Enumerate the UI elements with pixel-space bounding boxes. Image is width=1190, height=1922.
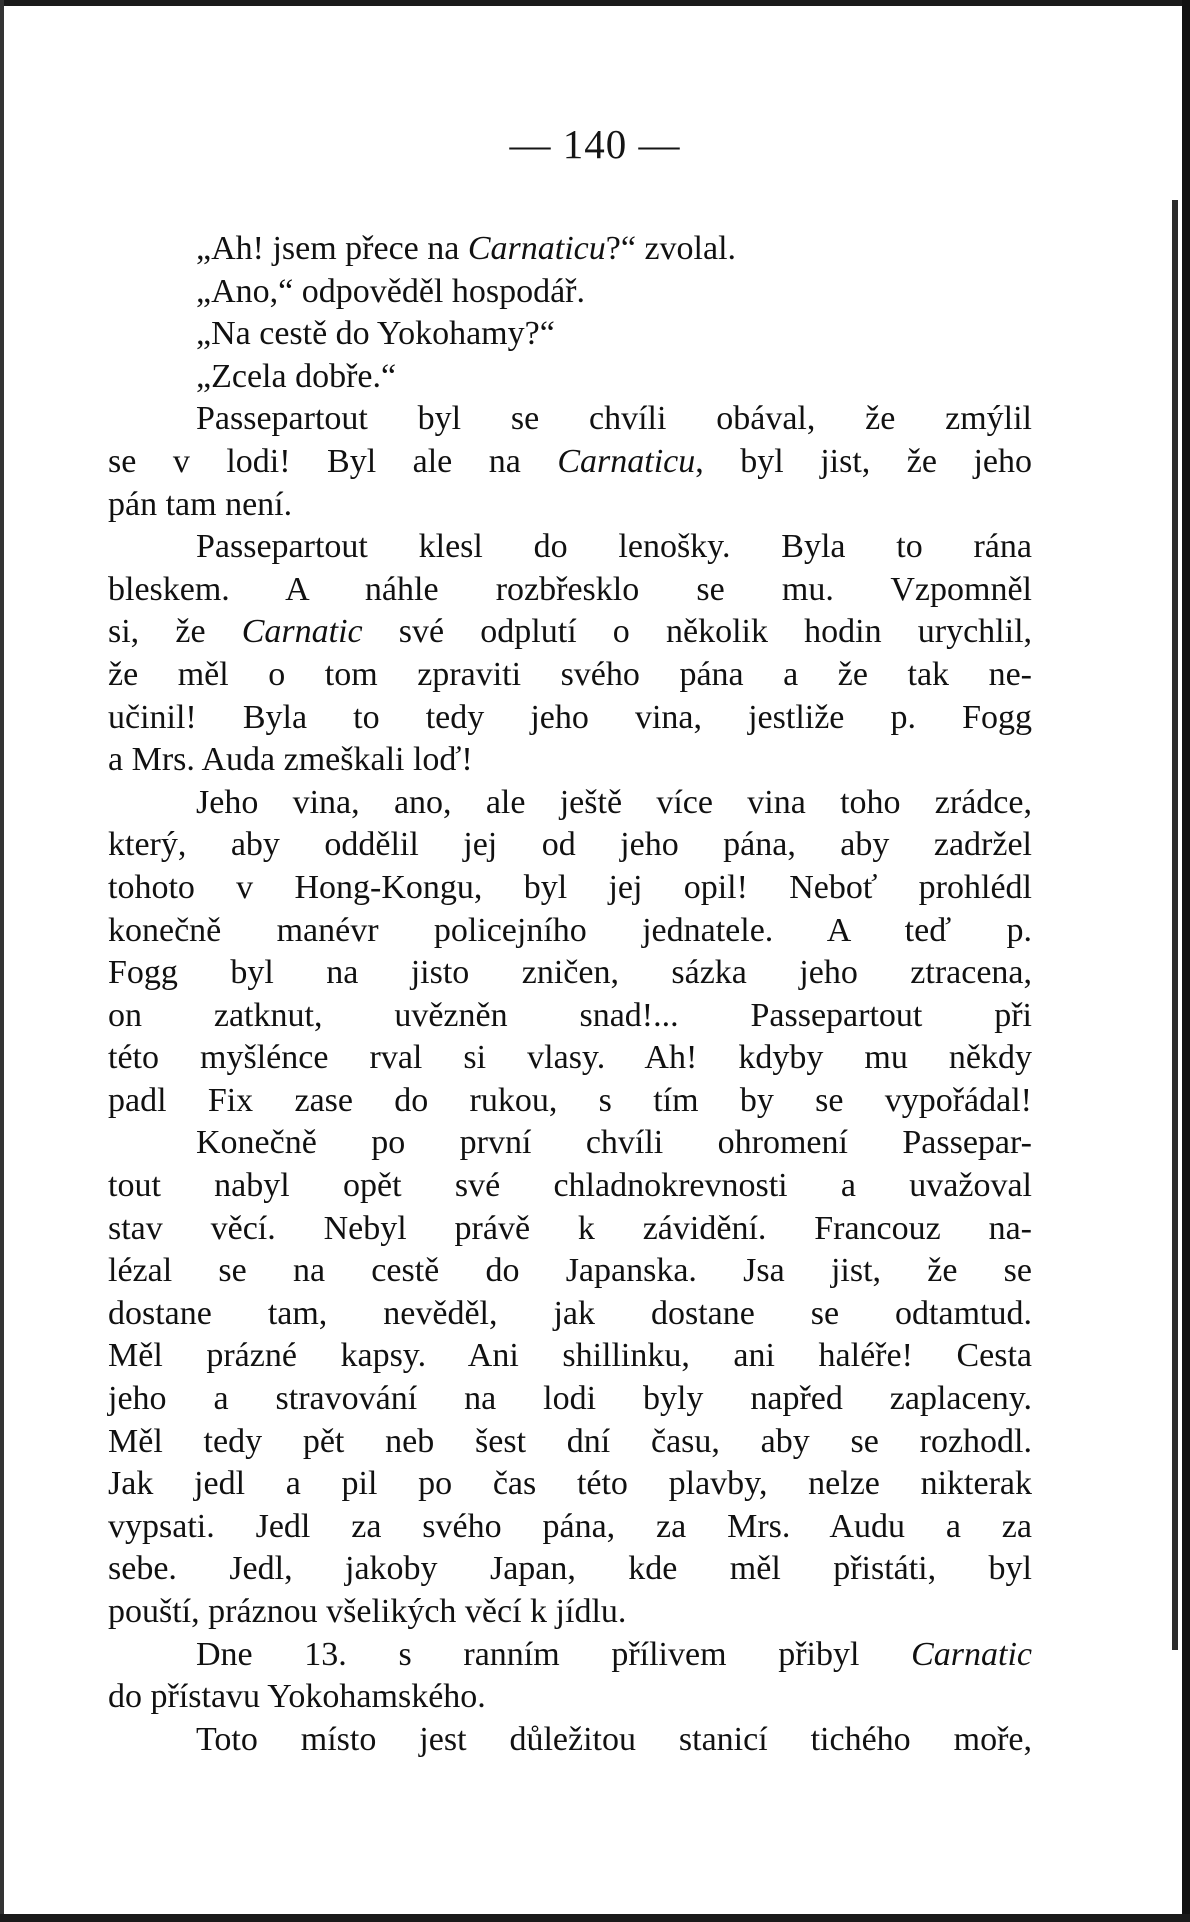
text-line: že měl o tom zpraviti svého pána a že tak ne- [108, 655, 1032, 693]
text-line: konečně manévr policejního jednatele. A teď p. [108, 911, 1032, 949]
text-line: si, že Carnatic své odplutí o několik hodin urychlil, [108, 613, 1033, 651]
text-line: pán tam není. [108, 485, 293, 523]
text-line: sebe. Jedl, jakoby Japan, kde měl přistáti, byl [108, 1550, 1032, 1588]
scan-edge-top [0, 0, 1190, 6]
page-binding-shadow [1172, 200, 1178, 1650]
scan-edge-right [1182, 0, 1190, 1922]
text-line: „Ano,“ odpověděl hospodář. [196, 272, 586, 310]
scan-edge-left [0, 0, 4, 1922]
text-line: „Ah! jsem přece na Carnaticu?“ zvolal. [196, 230, 737, 267]
text-line: který, aby oddělil jej od jeho pána, aby zadržel [108, 826, 1032, 864]
text-line: stav věcí. Nebyl právě k závidění. Francouz na- [108, 1209, 1032, 1247]
text-line: tohoto v Hong-Kongu, byl jej opil! Neboť prohlédl [108, 868, 1032, 906]
text-line: se v lodi! Byl ale na Carnaticu, byl jist, že jeho [108, 442, 1032, 480]
text-line: „Zcela dobře.“ [196, 357, 397, 395]
text-line: učinil! Byla to tedy jeho vina, jestliže p. Fogg [108, 698, 1032, 736]
text-line: jeho a stravování na lodi byly napřed zaplaceny. [108, 1380, 1032, 1418]
text-line: Fogg byl na jisto zničen, sázka jeho ztracena, [108, 954, 1032, 992]
text-line: Toto místo jest důležitou stanicí tichého moře, [196, 1720, 1032, 1758]
text-line: této myšlénce rval si vlasy. Ah! kdyby mu někdy [108, 1039, 1032, 1077]
text-line: padl Fix zase do rukou, s tím by se vypořádal! [108, 1081, 1032, 1119]
text-line: Jeho vina, ano, ale ještě více vina toho zrádce, [196, 783, 1032, 821]
text-line: Konečně po první chvíli ohromení Passepar- [196, 1124, 1032, 1162]
body-text [108, 228, 1032, 1761]
text-line: Dne 13. s ranním přílivem přibyl Carnatic [196, 1635, 1032, 1673]
text-line: do přístavu Yokohamského. [108, 1678, 486, 1716]
page-number: — 140 — [509, 121, 681, 167]
text-line: lézal se na cestě do Japanska. Jsa jist, že se [108, 1252, 1032, 1290]
text-line: bleskem. A náhle rozbřesklo se mu. Vzpomněl [108, 570, 1032, 608]
text-line: tout nabyl opět své chladnokrevnosti a uvažoval [108, 1167, 1032, 1205]
text-line: Měl prázné kapsy. Ani shillinku, ani haléře! Cesta [108, 1337, 1032, 1375]
text-line: Passepartout klesl do lenošky. Byla to rána [196, 528, 1032, 566]
text-line: Jak jedl a pil po čas této plavby, nelze nikterak [108, 1465, 1032, 1503]
scan-edge-bottom [0, 1914, 1190, 1922]
text-line: Měl tedy pět neb šest dní času, aby se rozhodl. [108, 1422, 1032, 1460]
text-line: on zatknut, uvězněn snad!... Passepartout při [108, 996, 1032, 1034]
text-line: Passepartout byl se chvíli obával, že zmýlil [196, 400, 1032, 438]
text-line: a Mrs. Auda zmeškali loď! [108, 741, 473, 779]
text-line: pouští, práznou všelikých věcí k jídlu. [108, 1593, 627, 1630]
text-line: „Na cestě do Yokohamy?“ [196, 315, 555, 353]
text-line: vypsati. Jedl za svého pána, za Mrs. Audu a za [108, 1507, 1032, 1545]
text-line: dostane tam, nevěděl, jak dostane se odtamtud. [108, 1294, 1032, 1332]
